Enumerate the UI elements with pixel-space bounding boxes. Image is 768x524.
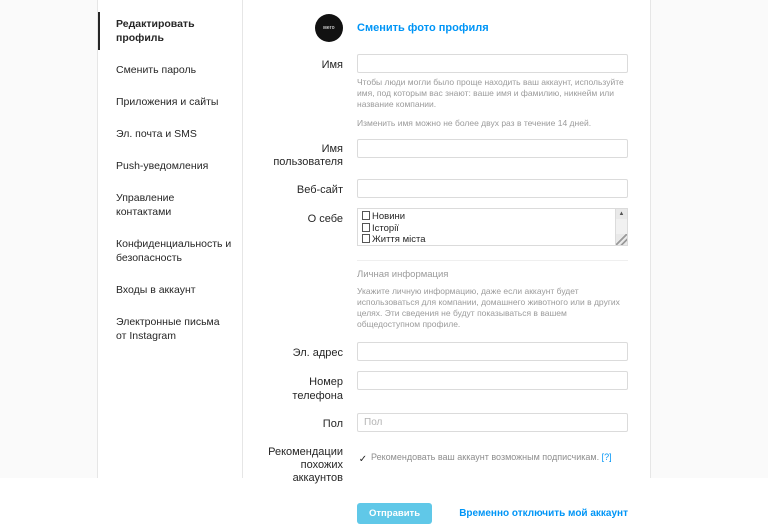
sidebar-item-change-password[interactable] <box>98 54 242 86</box>
similar-accounts-label: Рекомендации похожих аккаунтов <box>268 446 343 484</box>
settings-sidebar <box>98 0 243 478</box>
sidebar-item-email-and-sms[interactable] <box>98 118 242 150</box>
bio-line-text: Новини <box>372 211 406 222</box>
bio-line <box>362 234 613 246</box>
website-row <box>257 179 628 198</box>
phone-row <box>257 371 628 403</box>
phone-label: Номер телефона <box>292 376 343 402</box>
gender-field-wrap <box>357 413 628 432</box>
bio-row <box>257 208 628 246</box>
sidebar-item-privacy-and-security[interactable] <box>98 228 242 274</box>
sidebar-item-label: Редактировать профиль <box>116 18 195 44</box>
gender-row <box>257 413 628 432</box>
gender-input[interactable] <box>357 413 628 432</box>
name-row <box>257 54 628 129</box>
email-label: Эл. адрес <box>292 347 343 359</box>
name-field-wrap <box>357 54 628 129</box>
sidebar-item-label: Эл. почта и SMS <box>116 128 197 140</box>
bio-line <box>362 211 613 223</box>
sidebar-item-label: Push-уведомления <box>116 160 209 172</box>
username-row <box>257 139 628 169</box>
avatar[interactable]: мего <box>315 14 343 42</box>
email-field-wrap <box>357 342 628 361</box>
sidebar-item-label: Входы в аккаунт <box>116 284 196 296</box>
sidebar-item-label: Конфиденциальность и безопасность <box>116 238 232 264</box>
sidebar-item-edit-profile[interactable] <box>98 8 242 54</box>
similar-accounts-row <box>257 442 628 485</box>
bio-line-text: Життя міста <box>372 234 426 245</box>
bio-label: О себе <box>307 213 343 225</box>
sidebar-item-login-activity[interactable] <box>98 274 242 306</box>
personal-info-heading: Личная информация <box>357 260 628 280</box>
email-row <box>257 342 628 361</box>
form-footer <box>257 503 628 524</box>
name-label: Имя <box>321 59 343 71</box>
sidebar-item-label: Электронные письма от Instagram <box>116 316 220 342</box>
help-icon[interactable]: [?] <box>601 452 612 462</box>
similar-accounts-text: Рекомендовать ваш аккаунт возможным подписчикам. <box>371 452 600 462</box>
emoji-placeholder-icon <box>362 211 370 220</box>
name-help-text-2: Изменить имя можно не более двух раз в течение 14 дней. <box>357 118 592 128</box>
website-label: Веб-сайт <box>296 184 343 196</box>
bio-field-wrap <box>357 208 628 246</box>
sidebar-item-manage-contacts[interactable] <box>98 182 242 228</box>
sidebar-item-label: Сменить пароль <box>116 64 197 76</box>
change-profile-photo-link[interactable]: Сменить фото профиля <box>357 22 489 34</box>
disable-account-link[interactable]: Временно отключить мой аккаунт <box>459 508 628 519</box>
username-label: Имя пользователя <box>273 143 343 168</box>
personal-info-note: Укажите личную информацию, даже если аккаунт будет использоваться для компании, домашнего животного или в других целях. Эти сведения не будут показываться в вашем общедоступном профиле. <box>357 286 620 329</box>
avatar-row <box>257 14 628 42</box>
settings-card <box>97 0 651 519</box>
username-input[interactable] <box>357 139 628 158</box>
emoji-placeholder-icon <box>362 234 370 243</box>
name-input[interactable] <box>357 54 628 73</box>
scroll-up-icon[interactable]: ▲ <box>616 209 627 219</box>
username-field-wrap <box>357 139 628 158</box>
email-field[interactable] <box>357 342 628 361</box>
gender-label: Пол <box>322 418 343 430</box>
website-field-wrap <box>357 179 628 198</box>
sidebar-item-label: Управление контактами <box>116 192 175 218</box>
sidebar-item-push-notifications[interactable] <box>98 150 242 182</box>
similar-accounts-field-wrap <box>357 442 628 466</box>
edit-profile-form <box>243 0 650 519</box>
avatar-wrap <box>257 14 357 42</box>
phone-input[interactable] <box>357 371 628 390</box>
checkbox-checked-icon[interactable]: ✓ <box>358 454 368 465</box>
sidebar-item-apps-and-websites[interactable] <box>98 86 242 118</box>
sidebar-item-label: Приложения и сайты <box>116 96 219 108</box>
bio-line <box>362 223 613 235</box>
emoji-placeholder-icon <box>362 223 370 232</box>
similar-accounts-checkbox-row[interactable] <box>357 452 628 466</box>
bio-line-text: Історії <box>372 222 399 234</box>
resize-handle-icon[interactable] <box>616 234 627 245</box>
name-help-text: Чтобы люди могли было проще находить ваш аккаунт, используйте имя, под которым вас знают: ваше имя и фамилию, никнейм или название компании. <box>357 77 624 109</box>
similar-accounts-checkbox-text <box>369 452 612 463</box>
submit-button[interactable]: Отправить <box>357 503 432 524</box>
bio-textarea[interactable] <box>357 208 628 246</box>
website-input[interactable] <box>357 179 628 198</box>
sidebar-item-emails-from-instagram[interactable] <box>98 306 242 352</box>
phone-field-wrap <box>357 371 628 390</box>
